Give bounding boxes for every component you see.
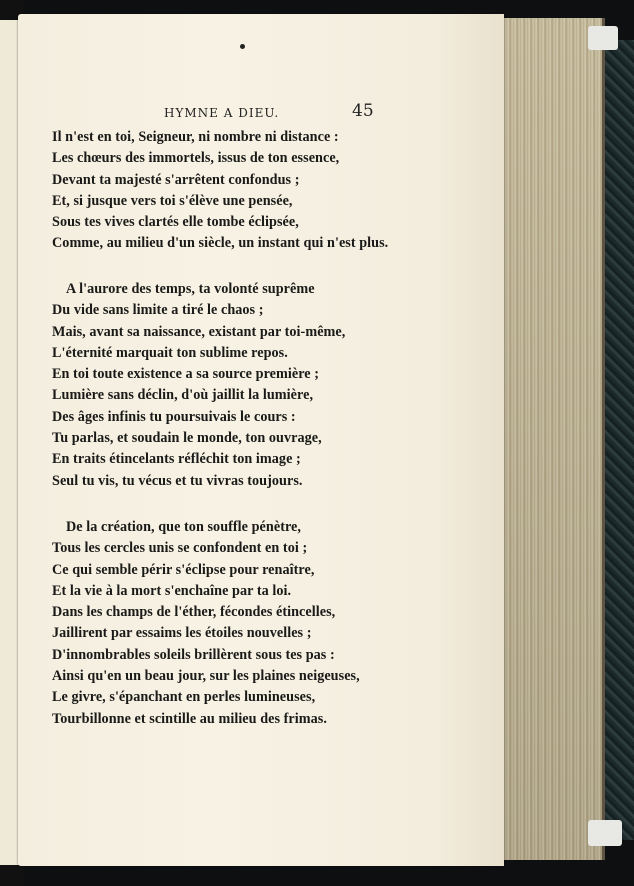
verse-line: Et, si jusque vers toi s'élève une pensée,	[52, 192, 293, 209]
verse-line: Mais, avant sa naissance, existant par toi-même,	[52, 323, 346, 340]
verse-line: D'innombrables soleils brillèrent sous tes pas :	[52, 646, 335, 663]
verse-line: Et la vie à la mort s'enchaîne par ta loi.	[52, 582, 292, 599]
verse-line: En toi toute existence a sa source première ;	[52, 366, 320, 383]
verse-line: A l'aurore des temps, ta volonté suprême	[66, 281, 315, 297]
poem-stanza-1	[52, 127, 388, 255]
verse-line: Sous tes vives clartés elle tombe éclipsée,	[52, 214, 299, 231]
page-number: 45	[352, 101, 374, 121]
scanner-clip-bottom	[588, 820, 622, 846]
verse-line: Comme, au milieu d'un siècle, un instant qui n'est plus.	[52, 235, 389, 252]
poem-stanza-3	[52, 517, 360, 730]
verse-line: Il n'est en toi, Seigneur, ni nombre ni distance :	[52, 129, 339, 145]
verse-line: Ce qui semble périr s'éclipse pour renaître,	[52, 561, 315, 578]
verse-line: En traits étincelants réfléchit ton image ;	[52, 451, 301, 468]
verse-line: Ainsi qu'en un beau jour, sur les plaines neigeuses,	[52, 668, 360, 685]
scanner-clip-top	[588, 26, 618, 50]
verse-line: De la création, que ton souffle pénètre,	[66, 519, 302, 535]
verse-line: Jaillirent par essaims les étoiles nouvelles ;	[52, 625, 312, 642]
verse-line: Tourbillonne et scintille au milieu des frimas.	[52, 710, 327, 727]
verse-line: Dans les champs de l'éther, fécondes étincelles,	[52, 604, 336, 621]
page-mark	[240, 44, 245, 49]
verse-line: Du vide sans limite a tiré le chaos ;	[52, 302, 264, 319]
verse-line: Devant ta majesté s'arrêtent confondus ;	[52, 171, 300, 188]
verse-line: Tous les cercles unis se confondent en toi ;	[52, 540, 308, 557]
verse-line: Tu parlas, et soudain le monde, ton ouvrage,	[52, 430, 322, 447]
verse-line: Le givre, s'épanchant en perles lumineuses,	[52, 689, 316, 706]
poem-stanza-2	[52, 279, 345, 492]
page-fore-edge	[498, 18, 605, 860]
verse-line: Lumière sans déclin, d'où jaillit la lumière,	[52, 387, 314, 404]
running-title: HYMNE A DIEU.	[164, 106, 280, 120]
verse-line: L'éternité marquait ton sublime repos.	[52, 344, 288, 361]
book-cover-edge	[600, 40, 634, 840]
verse-line: Les chœurs des immortels, issus de ton essence,	[52, 150, 340, 167]
verse-line: Seul tu vis, tu vécus et tu vivras toujours.	[52, 472, 303, 489]
verse-line: Des âges infinis tu poursuivais le cours :	[52, 408, 296, 425]
